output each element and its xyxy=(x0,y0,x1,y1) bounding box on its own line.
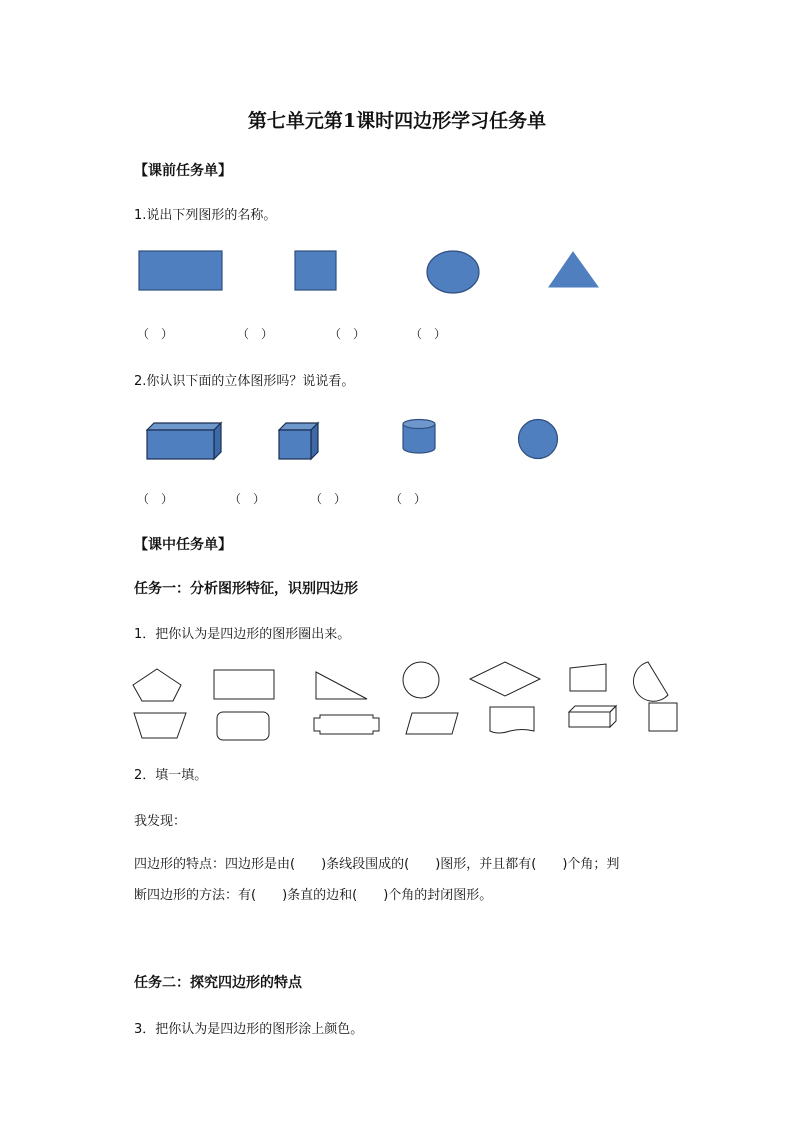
task1-title: 任务一：分析图形特征，识别四边形 xyxy=(134,581,358,597)
rectangle-outline xyxy=(214,670,274,699)
trapezoid-outline xyxy=(134,713,186,738)
q1-blank-2[interactable]: （ ） xyxy=(237,327,274,341)
square-outline xyxy=(649,703,677,731)
task2-title: 任务二：探究四边形的特点 xyxy=(134,975,302,991)
q2-blank-2[interactable]: （ ） xyxy=(229,492,266,506)
fill-in-line-1[interactable]: 四边形的特点：四边形是由( )条线段围成的( )图形，并且都有( )个角；判 xyxy=(134,857,620,872)
rounded-rectangle-outline xyxy=(217,712,269,740)
page-title: 第七单元第1课时四边形学习任务单 xyxy=(247,110,547,132)
discover-label: 我发现： xyxy=(134,814,187,829)
cuboid-outline xyxy=(569,706,616,727)
question-1: 1.说出下列图形的名称。 xyxy=(134,208,277,223)
rhombus-outline xyxy=(470,662,540,696)
sector-outline xyxy=(633,662,668,701)
parallelogram-outline xyxy=(406,713,458,734)
pentagon-outline xyxy=(133,669,181,701)
task1-question-1: 1．把你认为是四边形的图形圈出来。 xyxy=(134,627,351,642)
q1-blank-1[interactable]: （ ） xyxy=(137,327,174,341)
q2-blank-3[interactable]: （ ） xyxy=(310,492,347,506)
notched-rectangle-outline xyxy=(314,715,379,734)
in-class-heading: 【课中任务单】 xyxy=(134,537,232,553)
fill-in-line-2[interactable]: 断四边形的方法：有( )条直的边和( )个角的封闭图形。 xyxy=(134,888,493,903)
q1-blank-4[interactable]: （ ） xyxy=(410,327,447,341)
question-2: 2.你认识下面的立体图形吗？说说看。 xyxy=(134,374,355,389)
task2-question-3: 3．把你认为是四边形的图形涂上颜色。 xyxy=(134,1022,364,1037)
wavy-rectangle-outline xyxy=(490,707,534,733)
right-triangle-outline xyxy=(316,672,367,699)
q2-blank-4[interactable]: （ ） xyxy=(390,492,427,506)
pre-class-heading: 【课前任务单】 xyxy=(134,163,232,179)
q2-blank-1[interactable]: （ ） xyxy=(137,492,174,506)
trapezoid-outline-right xyxy=(570,664,606,691)
task1-question-2: 2．填一填。 xyxy=(134,768,208,783)
q1-blank-3[interactable]: （ ） xyxy=(329,327,366,341)
circle-outline xyxy=(403,662,439,698)
